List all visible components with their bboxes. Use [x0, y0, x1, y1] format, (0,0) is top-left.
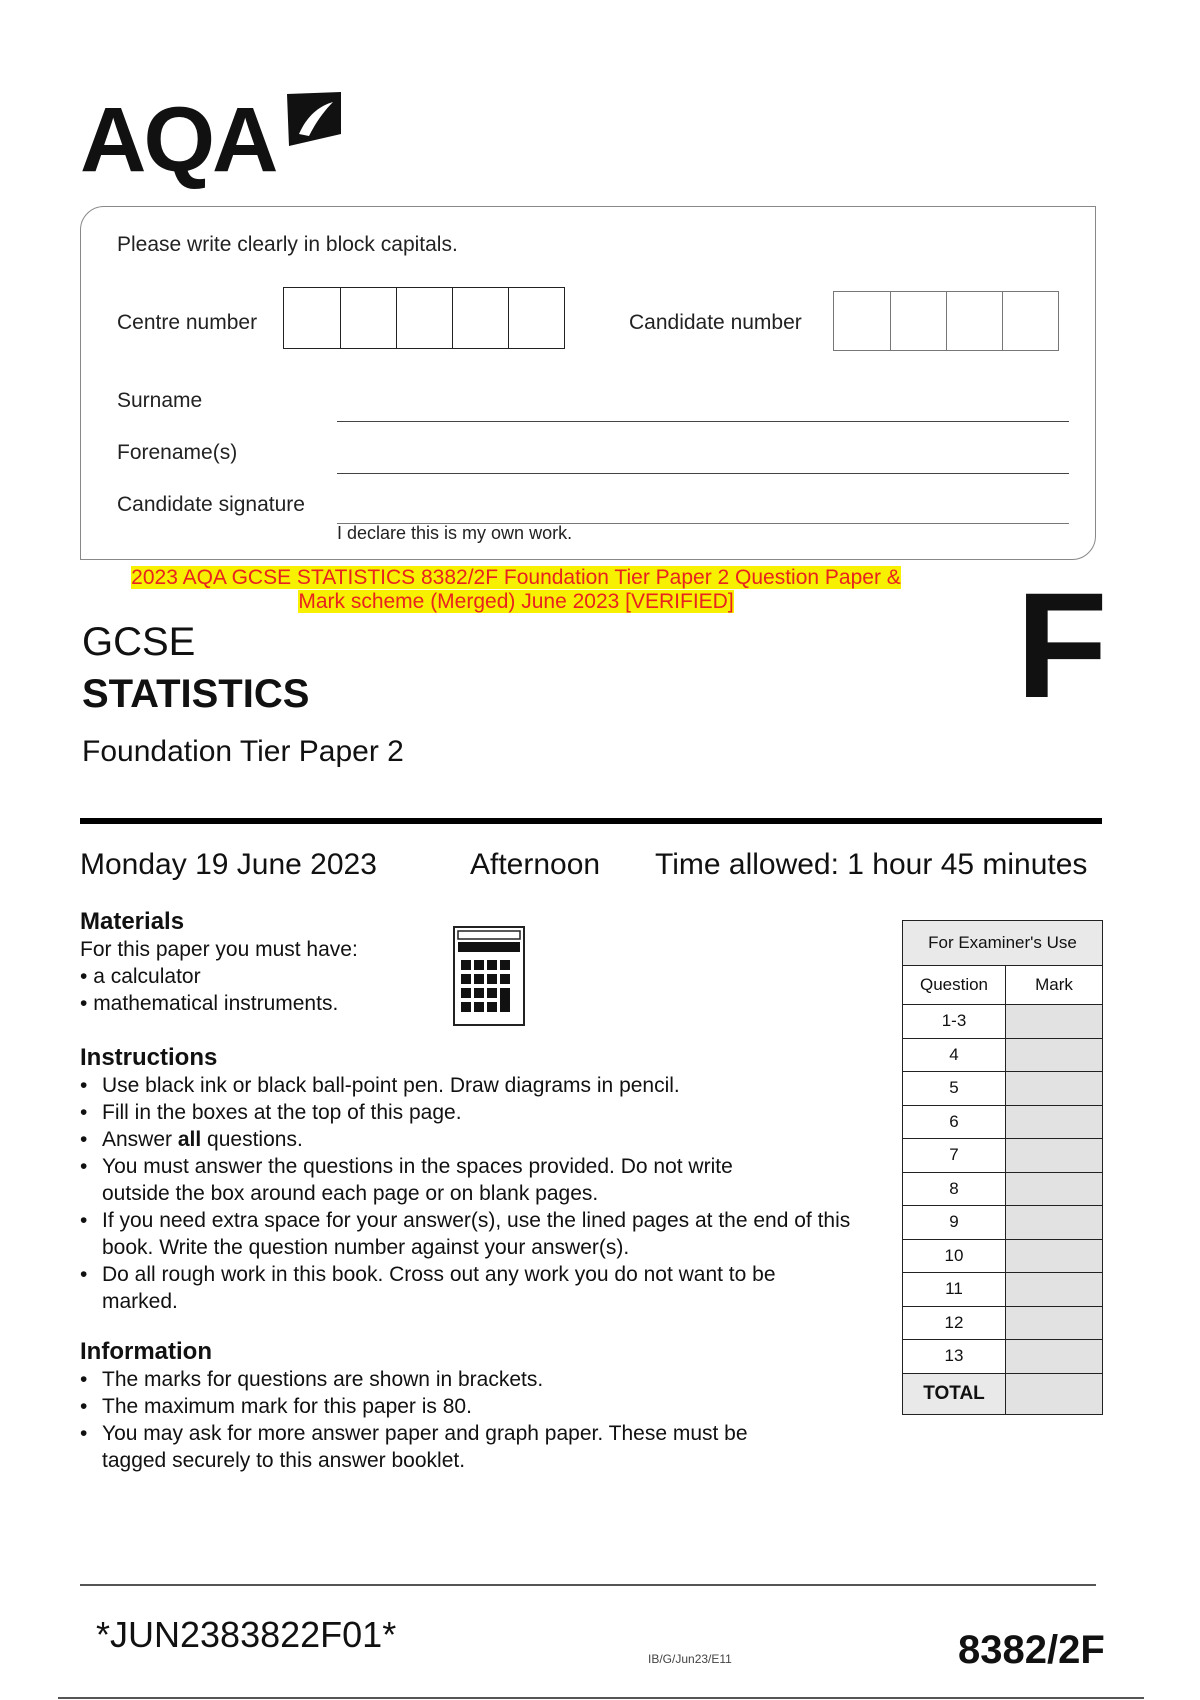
mark-cell[interactable]: [1006, 1273, 1103, 1307]
mark-cell[interactable]: [1006, 1038, 1103, 1072]
mark-cell[interactable]: [1006, 1139, 1103, 1173]
materials-section: [80, 908, 480, 1017]
materials-item: • mathematical instruments.: [80, 992, 339, 1015]
mark-cell[interactable]: [1006, 1206, 1103, 1240]
information-section: [80, 1338, 870, 1474]
reference-code: IB/G/Jun23/E11: [648, 1652, 732, 1666]
instruction-item: • Use black ink or black ball-point pen. Draw diagrams in pencil.: [80, 1072, 870, 1099]
instruction-item: • Answer all questions.: [80, 1126, 870, 1153]
surname-label: Surname: [117, 389, 203, 412]
qualification-title: GCSE: [82, 620, 196, 664]
centre-number-boxes[interactable]: [283, 287, 565, 349]
centre-digit-box[interactable]: [396, 288, 452, 348]
subject-title: STATISTICS: [82, 672, 310, 716]
instruction-item: • Do all rough work in this book. Cross out any work you do not want to be marked.: [80, 1261, 782, 1315]
examiners-use-table: [902, 920, 1103, 1415]
aqa-logo: [80, 88, 350, 191]
candidate-digit-box[interactable]: [890, 292, 946, 350]
mark-cell[interactable]: [1006, 1005, 1103, 1039]
materials-heading: Materials: [80, 908, 185, 935]
question-number: 10: [903, 1239, 1006, 1273]
information-item: • You may ask for more answer paper and graph paper. These must be tagged securely to this answer booklet.: [80, 1420, 812, 1474]
centre-number-label: Centre number: [117, 311, 258, 334]
question-number: 1-3: [903, 1005, 1006, 1039]
question-number: 6: [903, 1105, 1006, 1139]
mark-cell[interactable]: [1006, 1105, 1103, 1139]
exam-session: Afternoon: [470, 848, 601, 881]
question-number: 13: [903, 1340, 1006, 1374]
candidate-digit-box[interactable]: [1002, 292, 1058, 350]
centre-digit-box[interactable]: [452, 288, 508, 348]
mark-cell[interactable]: [1006, 1072, 1103, 1106]
question-number: 11: [903, 1273, 1006, 1307]
candidate-digit-box[interactable]: [946, 292, 1002, 350]
barcode-text: *JUN2383822F01*: [96, 1614, 397, 1655]
candidate-number-label: Candidate number: [629, 311, 802, 334]
divider-thick: [80, 818, 1102, 824]
time-allowed: Time allowed: 1 hour 45 minutes: [655, 848, 1088, 881]
instruction-item: • If you need extra space for your answer(s), use the lined pages at the end of this book. Write the question number against your answer(s).: [80, 1207, 882, 1261]
instruction-item: • You must answer the questions in the spaces provided. Do not write outside the box around each page or on blank pages.: [80, 1153, 782, 1207]
information-item: • The marks for questions are shown in brackets.: [80, 1366, 870, 1393]
divider-footer: [58, 1697, 1144, 1699]
signature-label: Candidate signature: [117, 493, 305, 516]
centre-digit-box[interactable]: [284, 288, 340, 348]
declaration-text: I declare this is my own work.: [337, 523, 573, 543]
information-heading: Information: [80, 1338, 212, 1365]
exam-date: Monday 19 June 2023: [80, 848, 377, 881]
candidate-number-boxes[interactable]: [833, 291, 1059, 351]
highlight-banner: [100, 566, 932, 614]
centre-digit-box[interactable]: [340, 288, 396, 348]
aqa-leaf-icon: [285, 90, 343, 148]
instruction-item: • Fill in the boxes at the top of this page.: [80, 1099, 870, 1126]
candidate-details-box: [80, 206, 1096, 560]
question-number: 4: [903, 1038, 1006, 1072]
logo-text: AQA: [80, 89, 276, 191]
materials-item: • a calculator: [80, 965, 201, 988]
centre-digit-box[interactable]: [508, 288, 564, 348]
question-number: 5: [903, 1072, 1006, 1106]
tier-letter: F: [1016, 561, 1108, 729]
mark-column-header: Mark: [1006, 966, 1103, 1005]
instructions-heading: Instructions: [80, 1044, 218, 1071]
mark-cell[interactable]: [1006, 1306, 1103, 1340]
calculator-icon: [453, 926, 525, 1026]
materials-intro: For this paper you must have:: [80, 938, 358, 961]
question-number: 12: [903, 1306, 1006, 1340]
banner-line-1: 2023 AQA GCSE STATISTICS 8382/2F Foundation Tier Paper 2 Question Paper &: [131, 566, 901, 589]
mark-cell[interactable]: [1006, 1239, 1103, 1273]
question-column-header: Question: [903, 966, 1006, 1005]
total-label: TOTAL: [903, 1373, 1006, 1414]
surname-line[interactable]: [337, 421, 1069, 422]
banner-line-2: Mark scheme (Merged) June 2023 [VERIFIED]: [298, 590, 734, 613]
block-capitals-instruction: Please write clearly in block capitals.: [117, 233, 458, 256]
divider-bottom: [80, 1584, 1096, 1586]
mark-cell[interactable]: [1006, 1172, 1103, 1206]
mark-cell[interactable]: [1006, 1340, 1103, 1374]
question-number: 7: [903, 1139, 1006, 1173]
paper-code: 8382/2F: [958, 1628, 1105, 1672]
instructions-section: [80, 1044, 870, 1315]
total-mark-cell[interactable]: [1006, 1373, 1103, 1414]
information-item: • The maximum mark for this paper is 80.: [80, 1393, 870, 1420]
question-number: 9: [903, 1206, 1006, 1240]
tier-title: Foundation Tier Paper 2: [82, 735, 404, 768]
examiners-use-title: For Examiner's Use: [903, 921, 1103, 966]
forenames-label: Forename(s): [117, 441, 238, 464]
question-number: 8: [903, 1172, 1006, 1206]
candidate-digit-box[interactable]: [834, 292, 890, 350]
forenames-line[interactable]: [337, 473, 1069, 474]
